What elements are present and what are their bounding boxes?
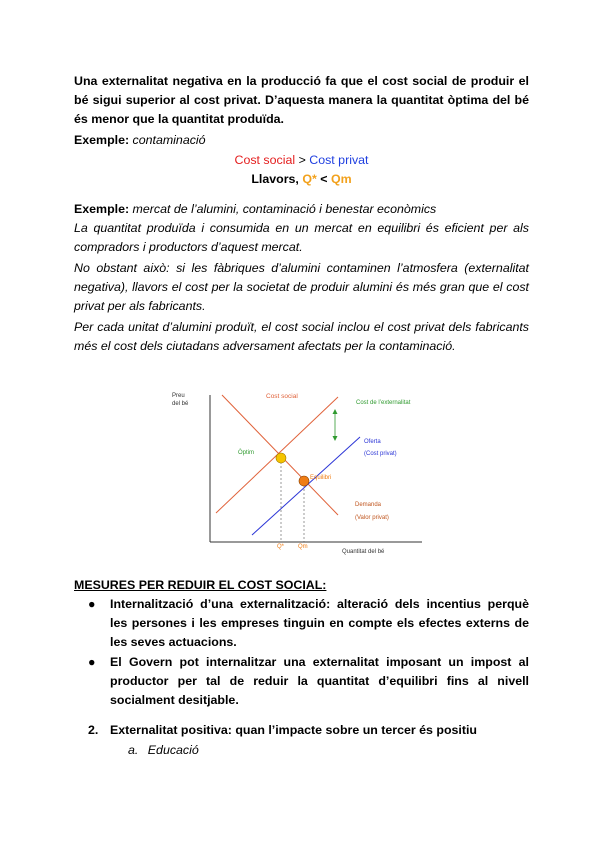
greater-than: > — [298, 153, 306, 167]
supply-label: Oferta — [364, 439, 381, 445]
positive-externality-item — [88, 721, 529, 740]
cost-social-graph-label: Cost social — [266, 393, 298, 400]
qm-label: Qm — [330, 172, 352, 186]
then-label: Llavors, — [251, 172, 299, 186]
equilibrium-point — [299, 476, 309, 486]
example2-paragraph-1: La quantitat produïda i consumida en un mercat en equilibri és eficient per als compradors i productors d’aquest mercat. — [74, 221, 529, 254]
demand-sub-label: (Valor privat) — [355, 515, 389, 521]
positive-externality-text: Externalitat positiva: quan l’impacte sobre un tercer és positiu — [110, 723, 477, 737]
y-axis-label-2: del bé — [172, 401, 189, 407]
sub-item-education — [128, 741, 428, 760]
q-star-label: Q* — [302, 172, 317, 186]
list-number: 2. — [88, 723, 99, 737]
bullet-icon: ● — [88, 655, 96, 669]
less-than: < — [320, 172, 328, 186]
example2-paragraph-2: No obstant això: si les fàbriques d’alumini contaminen l’atmosfera (externalitat negativa), llavors el cost per la societat de produir alumini és més gran que el cost privat per als fabricants. — [74, 261, 529, 313]
x-axis-label: Quantitat del bé — [342, 549, 385, 555]
intro-paragraph: Una externalitat negativa en la producció fa que el cost social de produir el bé sigui superior al cost privat. D’aquesta manera la quantitat òptima del bé és menor que la quantitat produïda. — [74, 74, 529, 126]
cost-social-label: Cost social — [234, 153, 296, 167]
example-text: contaminació — [132, 133, 206, 147]
q-star-tick: Q* — [277, 544, 285, 550]
measures-heading: MESURES PER REDUIR EL COST SOCIAL: — [74, 578, 327, 592]
arrow-down-icon — [333, 436, 338, 441]
bullet-icon: ● — [88, 597, 96, 611]
qm-tick: Qm — [298, 544, 308, 550]
measure-item-1-text: Internalització d’una externalització: alteració dels incentius perquè les persones i les empreses tinguin en compte els efectes externs de les seves actuacions. — [110, 597, 529, 649]
supply-line — [252, 437, 360, 535]
measure-item-2 — [88, 653, 529, 710]
supply-sub-label: (Cost privat) — [364, 451, 397, 457]
sub-item-text: Educació — [147, 743, 199, 757]
equilibrium-label: Equilibri — [310, 475, 332, 481]
optimum-label: Òptim — [238, 450, 255, 456]
measure-item-2-text: El Govern pot internalitzar una externalitat imposant un impost al productor per tal de reduir la quantitat d’equilibri fins al nivell socialment desitjable. — [110, 655, 529, 707]
externality-cost-label: Cost de l’externalitat — [356, 400, 411, 406]
example-line-2 — [74, 200, 529, 219]
measure-item-1 — [88, 595, 529, 652]
arrow-up-icon — [333, 409, 338, 414]
externality-graph — [160, 385, 440, 560]
example-line-1 — [74, 131, 529, 150]
demand-label: Demanda — [355, 502, 382, 508]
example2-paragraph-3: Per cada unitat d’alumini produït, el cost social inclou el cost privat dels fabricants més el cost dels ciutadans adversament afectats per la contaminació. — [74, 320, 529, 353]
formula-line-2 — [74, 170, 529, 189]
example2-title: mercat de l’alumini, contaminació i benestar econòmics — [132, 202, 437, 216]
example2-label: Exemple: — [74, 202, 130, 216]
example-label: Exemple: — [74, 133, 130, 147]
y-axis-label-1: Preu — [172, 393, 185, 399]
sub-item-letter: a. — [128, 743, 139, 757]
cost-privat-label: Cost privat — [309, 153, 369, 167]
formula-line-1 — [74, 151, 529, 170]
optimum-point — [276, 453, 286, 463]
